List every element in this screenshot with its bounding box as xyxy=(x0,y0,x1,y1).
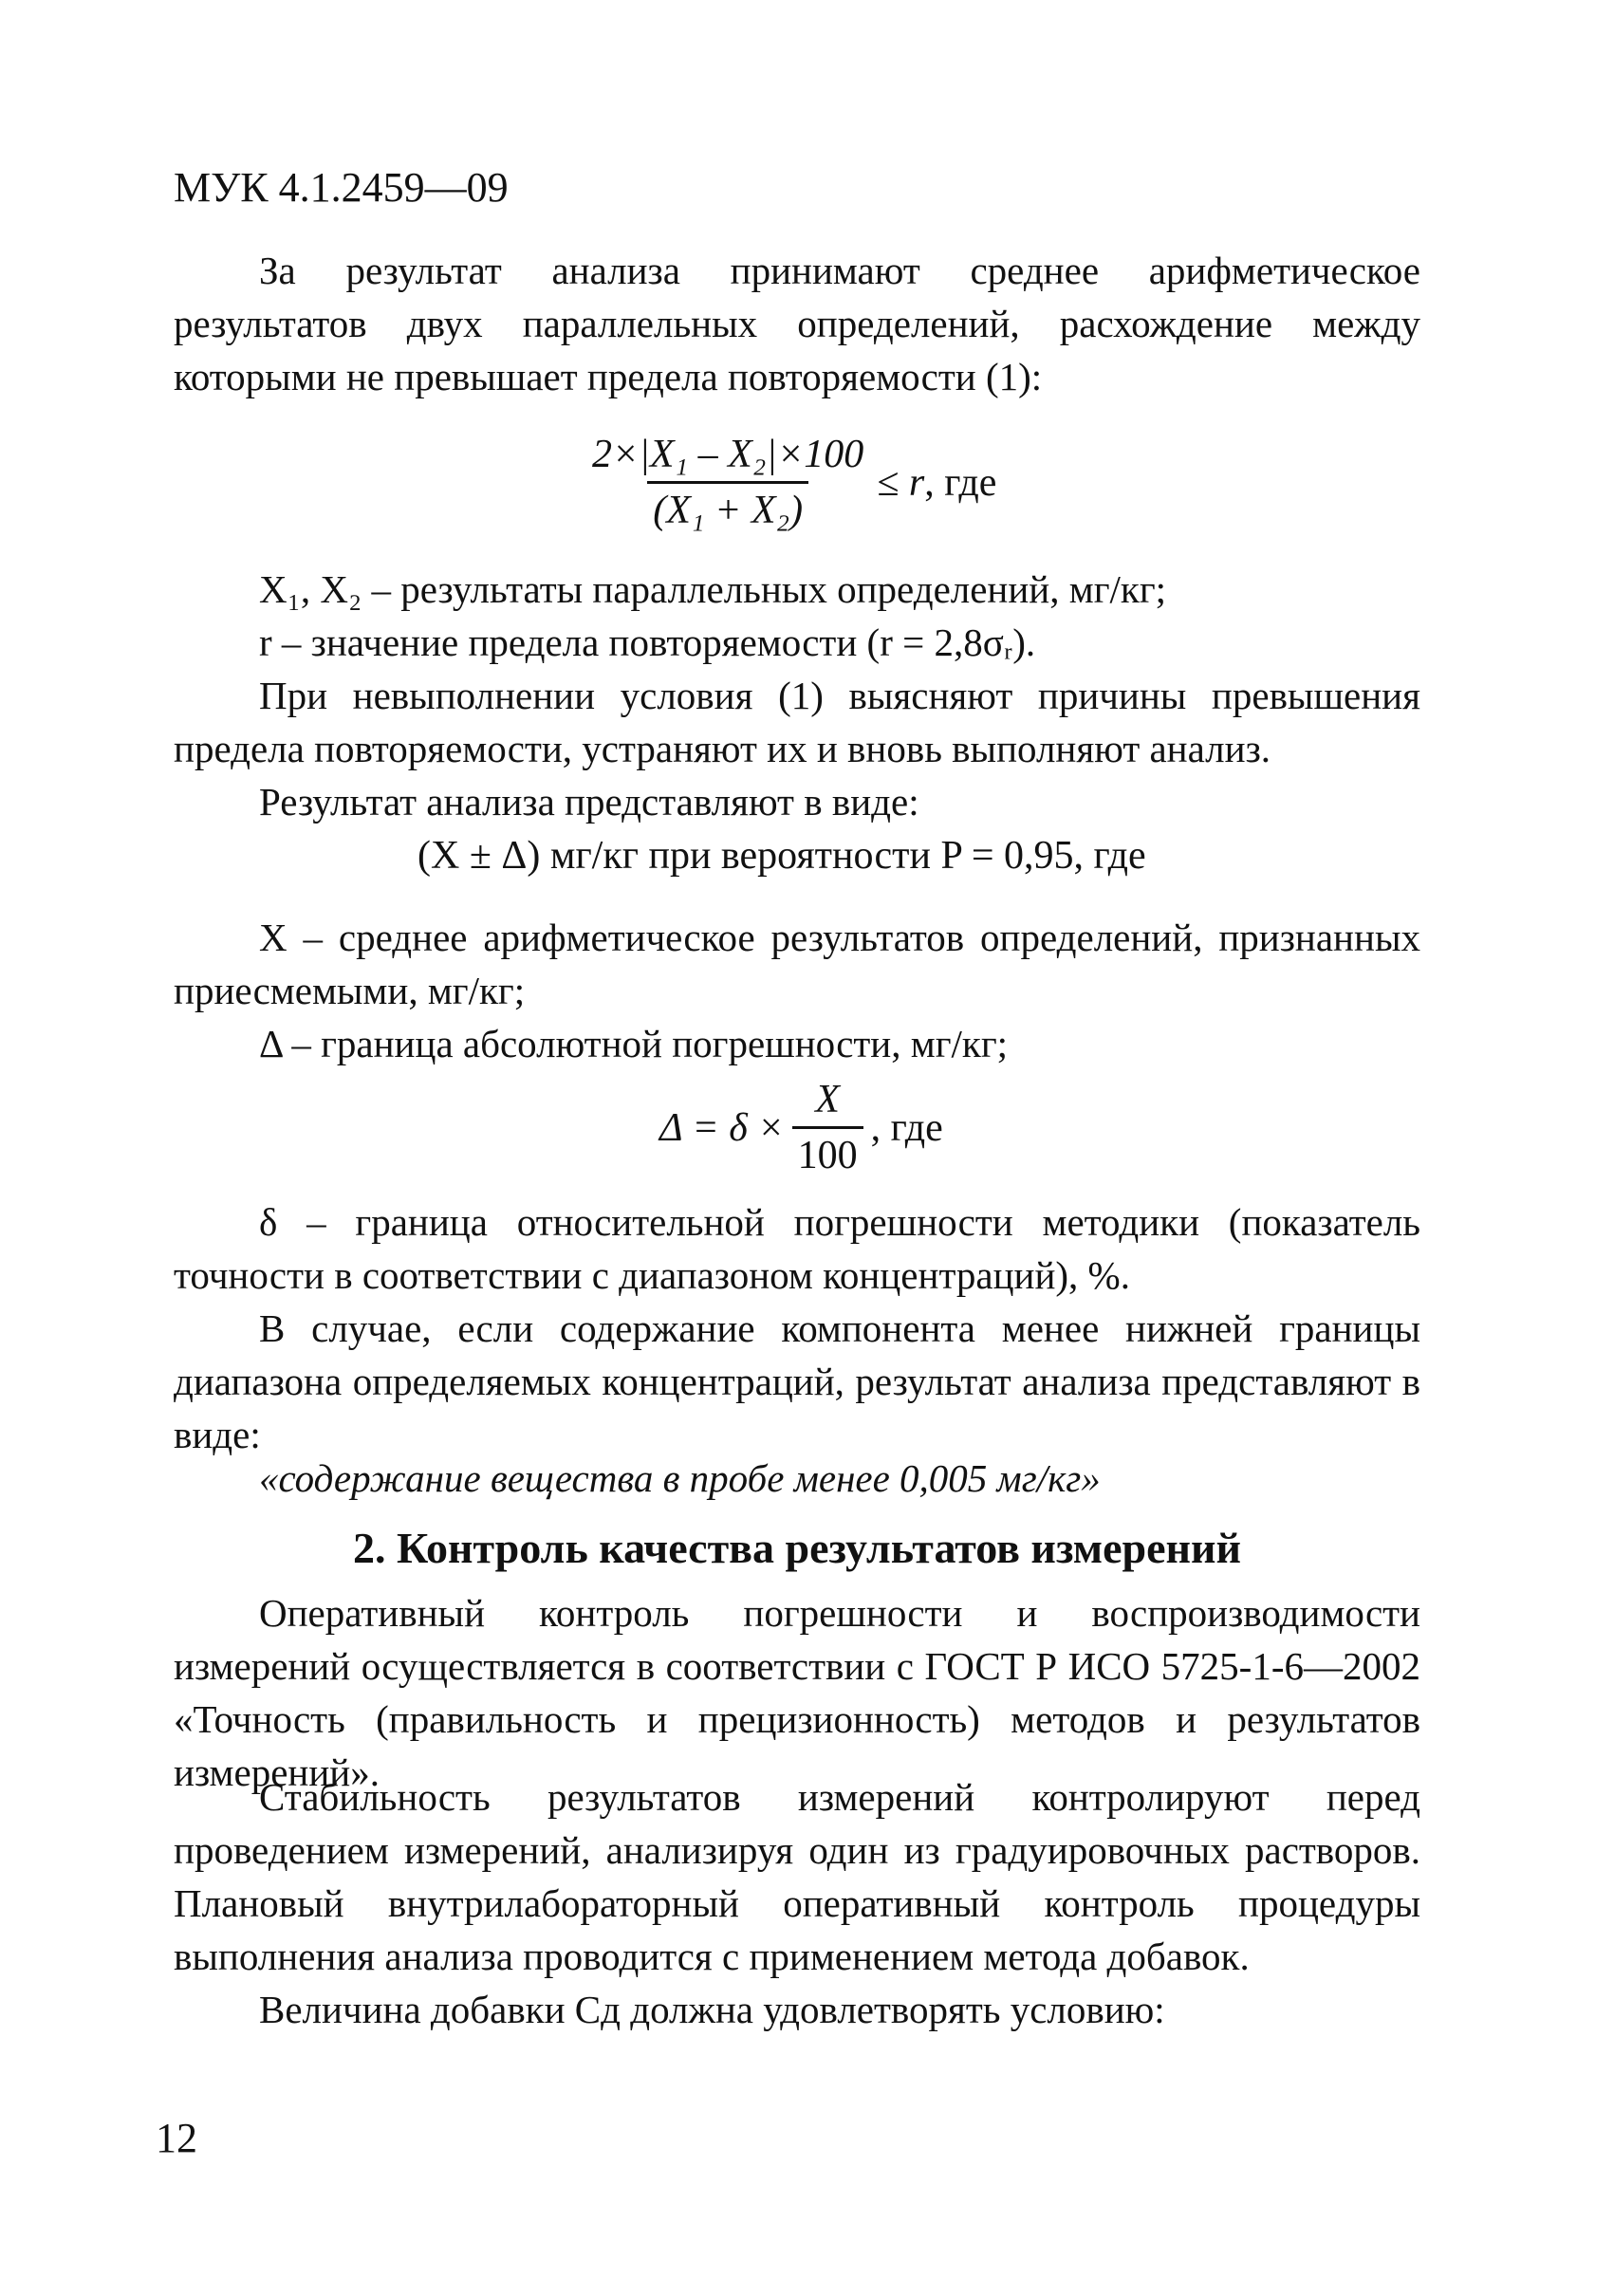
formula-repeatability-tail: , где xyxy=(924,460,997,505)
formula-delta-denominator: 100 xyxy=(792,1126,863,1178)
document-code: МУК 4.1.2459—09 xyxy=(174,164,509,211)
page-number: 12 xyxy=(156,2115,197,2161)
paragraph-below-range: В случае, если содержание компонента менее нижней границы диапазона определяемых концентраций, результат анализа представляют в виде: xyxy=(174,1306,1420,1456)
definition-x1-x2: X₁, X₂ – результаты параллельных определений, мг/кг; xyxy=(259,567,1167,611)
formula-delta-lhs: Δ = δ × xyxy=(659,1105,785,1150)
formula-repeatability xyxy=(579,432,996,533)
paragraph-addition-condition: Величина добавки Сд должна удовлетворять условию: xyxy=(259,1988,1165,2031)
formula-repeatability-rhs: ≤ r xyxy=(877,460,925,505)
paragraph-nonfulfillment: При невыполнении условия (1) выясняют причины превышения предела повторяемости, устраняют их и вновь выполняют анализ. xyxy=(174,674,1420,770)
section-title: 2. Контроль качества результатов измерений xyxy=(352,1524,1242,1572)
formula-delta-tail: , где xyxy=(870,1105,943,1150)
paragraph-below-range-quote: «содержание вещества в пробе менее 0,005 мг/кг» xyxy=(259,1456,1101,1500)
formula-delta-fraction xyxy=(792,1077,863,1178)
paragraph-stability: Стабильность результатов измерений контролируют перед проведением измерений, анализируя один из градуировочных растворов. Плановый внутрилабораторный оперативный контроль процедуры выполнения анализа проводится с применением метода добавок. xyxy=(174,1775,1420,1978)
paragraph-result-form: Результат анализа представляют в виде: xyxy=(259,780,919,824)
formula-repeatability-fraction xyxy=(586,432,869,533)
definition-sigma: δ – граница относительной погрешности методики (показатель точности в соответствии с диапазоном концентраций), %. xyxy=(174,1200,1420,1297)
formula-delta xyxy=(659,1077,943,1178)
formula-delta-numerator: X xyxy=(815,1078,840,1121)
paragraph-result-rule: За результат анализа принимают среднее арифметическое результатов двух параллельных определений, расхождение между которыми не превышает предела повторяемости (1): xyxy=(174,249,1420,398)
formula-result-interval-text: (X ± Δ) мг/кг при вероятности P = 0,95, где xyxy=(417,834,1146,878)
definition-r: r – значение предела повторяемости (r = 2,8σᵣ). xyxy=(259,620,1036,664)
formula-repeatability-denominator: (X₁ + X₂) xyxy=(647,481,808,533)
definition-x-mean: X – среднее арифметическое результатов определений, признанных приесмемыми, мг/кг; xyxy=(174,916,1420,1012)
definition-delta: Δ – граница абсолютной погрешности, мг/кг; xyxy=(259,1022,1009,1065)
formula-result-interval xyxy=(417,833,1146,879)
formula-repeatability-numerator: 2×|X₁ – X₂|×100 xyxy=(592,433,864,476)
paragraph-operative-control: Оперативный контроль погрешности и воспроизводимости измерений осуществляется в соответствии с ГОСТ Р ИСО 5725-1-6—2002 «Точность (правильность и прецизионность) методов и результатов измерений». xyxy=(174,1591,1420,1794)
